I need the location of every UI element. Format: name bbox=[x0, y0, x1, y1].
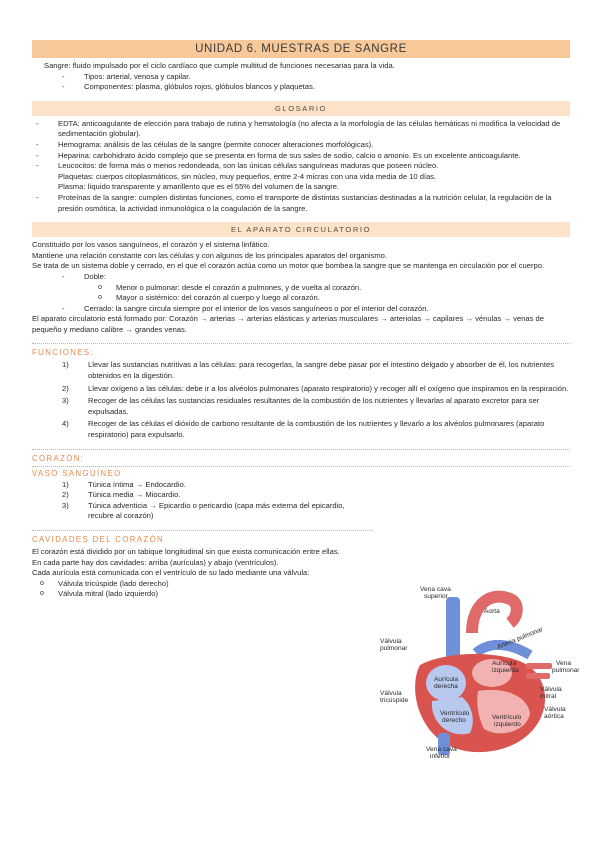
label-ventriculo-derecho: Ventrículo derecho bbox=[440, 710, 470, 724]
label-vena-cava-inferior: Vena cava inferior bbox=[426, 746, 457, 760]
glosario-item: - Proteínas de la sangre: cumplen distintas funciones, como el transporte de distintas sustancias destinadas a la nutrición celular, la regulación de la presión osmótica, la actividad inmunológica o la coagulación de la sangre. bbox=[36, 192, 552, 213]
funcion-item: 1) Llevar las sustancias nutritivas a las células: para recogerlas, la sangre debe pasar por el intestino delgado y absorber de él, los nutrientes obtenidos en la digestión. bbox=[62, 360, 555, 381]
aparato-formado: El aparato circulatorio está formado por: Corazón → arterias → arterias elásticas y arterias musculares → arteriolas → capilares → vénulas → venas de pequeño y mediano calibre → grandes venas. bbox=[32, 314, 544, 334]
funcion-item: 4) Recoger de las células el dióxido de carbono resultante de la combustión de los nutrientes y llevarlo a los alvéolos pulmonares (aparato respiratorio) para expulsarlo. bbox=[62, 419, 545, 440]
label-auricula-izquierda: Aurícula izquierda bbox=[492, 660, 519, 674]
funcion-item: 2) Llevar oxígeno a las células: debe ir a los alvéolos pulmonares (aparato respiratorio) y recoger allí el oxígeno que inspiramos en la respiración. bbox=[62, 383, 569, 393]
intro-componentes: - Componentes: plasma, glóbulos rojos, glóbulos blancos y plaquetas. bbox=[62, 82, 315, 92]
aparato-doble: - Doble: bbox=[62, 271, 106, 281]
aparato-mayor: o Mayor o sistémico: del corazón al cuerpo y luego al corazón. bbox=[98, 293, 320, 303]
label-valvula-tricuspide: Válvula tricúspide bbox=[380, 690, 409, 704]
divider bbox=[32, 343, 570, 344]
funcion-item: 3) Recoger de las células las sustancias residuales resultantes de la combustión de los nutrientes y llevarlas al aparato excretor para ser expulsadas. bbox=[62, 396, 540, 416]
divider bbox=[32, 466, 570, 467]
vaso-heading: VASO SANGUÍNEO bbox=[32, 468, 122, 478]
valvula-mitral: o Válvula mitral (lado izquierdo) bbox=[40, 589, 159, 599]
aparato-heading: EL APARATO CIRCULATORIO bbox=[32, 222, 570, 237]
cavidades-p1: El corazón está dividido por un tabique longitudinal sin que exista comunicación entre ellas. bbox=[32, 547, 340, 556]
aparato-p1: Constituido por los vasos sanguíneos, el corazón y el sistema linfático. bbox=[32, 240, 270, 250]
glosario-item: - Leucocitos: de forma más o menos redondeada, son las únicas células sanguíneas maduras que poseen núcleo. bbox=[36, 161, 439, 171]
label-vena-pulmonar: Vena pulmonar bbox=[552, 660, 580, 674]
valvula-tricuspide: o Válvula tricúspide (lado derecho) bbox=[40, 578, 169, 588]
cavidades-p3: Cada aurícula está comunicada con el ventrículo de su lado mediante una válvula: bbox=[32, 568, 310, 578]
heart-diagram bbox=[380, 583, 580, 765]
pulmonary-vein-shape bbox=[526, 673, 550, 679]
corazon-heading: CORAZÓN: bbox=[32, 453, 85, 463]
aparato-p3: Se trata de un sistema doble y cerrado, en el que el corazón actúa como un motor que bombea la sangre que se mantenga en circulación por el cuerpo. bbox=[32, 261, 545, 271]
label-aorta: Aorta bbox=[484, 608, 500, 615]
label-auricula-derecha: Aurícula derecha bbox=[434, 676, 459, 690]
label-vena-cava-superior: Vena cava superior bbox=[420, 586, 451, 600]
cavidades-p2: En cada parte hay dos cavidades: arriba (aurículas) y abajo (ventrículos). bbox=[32, 557, 279, 567]
glosario-heading: GLOSARIO bbox=[32, 101, 570, 116]
label-valvula-mitral: Válvula mitral bbox=[540, 686, 562, 700]
glosario-item: Plaquetas: cuerpos citoplasmáticos, sin núcleo, muy pequeños, entre 2-4 micras con una vida media de 10 días. bbox=[58, 171, 437, 181]
label-ventriculo-izquierdo: Ventrículo izquierdo bbox=[492, 714, 522, 728]
vena-cava-superior-shape bbox=[446, 597, 460, 659]
vaso-item: 3) Túnica adventicia → Epicardio o pericardio (capa más externa del epicardio, recubre al corazón) bbox=[62, 500, 345, 521]
intro-sangre: Sangre: fluido impulsado por el ciclo cardíaco que cumple multitud de funciones necesarias para la vida. bbox=[44, 61, 395, 70]
divider bbox=[32, 449, 570, 450]
aparato-p2: Mantiene una relación constante con las células y con algunos de los principales aparatos del organismo. bbox=[32, 250, 388, 260]
vaso-item: 1) Túnica íntima → Endocardio. bbox=[62, 479, 186, 489]
vaso-item: 2) Túnica media → Miocardio. bbox=[62, 490, 181, 500]
glosario-item: - Hemograma: análisis de las células de la sangre (permite conocer alteraciones morfológicas). bbox=[36, 139, 374, 149]
label-arteria-pulmonar: Arteria pulmonar bbox=[496, 626, 544, 651]
intro-tipos: - Tipos: arterial, venosa y capilar. bbox=[62, 71, 191, 81]
funciones-list bbox=[32, 360, 570, 440]
glosario-item: Plasma: líquido transparente y amarillento que es el 55% del volumen de la sangre. bbox=[58, 182, 340, 192]
vaso-list bbox=[32, 480, 362, 522]
aparato-menor: o Menor o pulmonar: desde el corazón a pulmones, y de vuelta al corazón. bbox=[98, 282, 362, 292]
divider bbox=[32, 530, 372, 531]
page-title: UNIDAD 6. MUESTRAS DE SANGRE bbox=[32, 40, 570, 58]
document-page bbox=[32, 40, 570, 600]
aparato-cerrado: - Cerrado: la sangre circula siempre por el interior de los vasos sanguíneos o por el interior del corazón. bbox=[62, 303, 429, 313]
glosario-item: - EDTA: anticoagulante de elección para trabajo de rutina y hematología (no afecta a la morfología de las células hemáticas ni modifica la velocidad de sedimentación globular). bbox=[36, 118, 561, 139]
cavidades-heading: CAVIDADES DEL CORAZÓN bbox=[32, 535, 165, 544]
label-valvula-pulmonar: Válvula pulmonar bbox=[380, 638, 408, 652]
glosario-list bbox=[32, 119, 570, 214]
glosario-item: - Heparina: carbohidrato ácido complejo que se presenta en forma de sus sales de sodio, calcio o amonio. Es un excelente anticoagulante. bbox=[36, 150, 521, 160]
funciones-heading: FUNCIONES: bbox=[32, 348, 95, 358]
label-valvula-aortica: Válvula aórtica bbox=[544, 706, 566, 720]
pulmonary-vein-shape bbox=[526, 663, 552, 669]
